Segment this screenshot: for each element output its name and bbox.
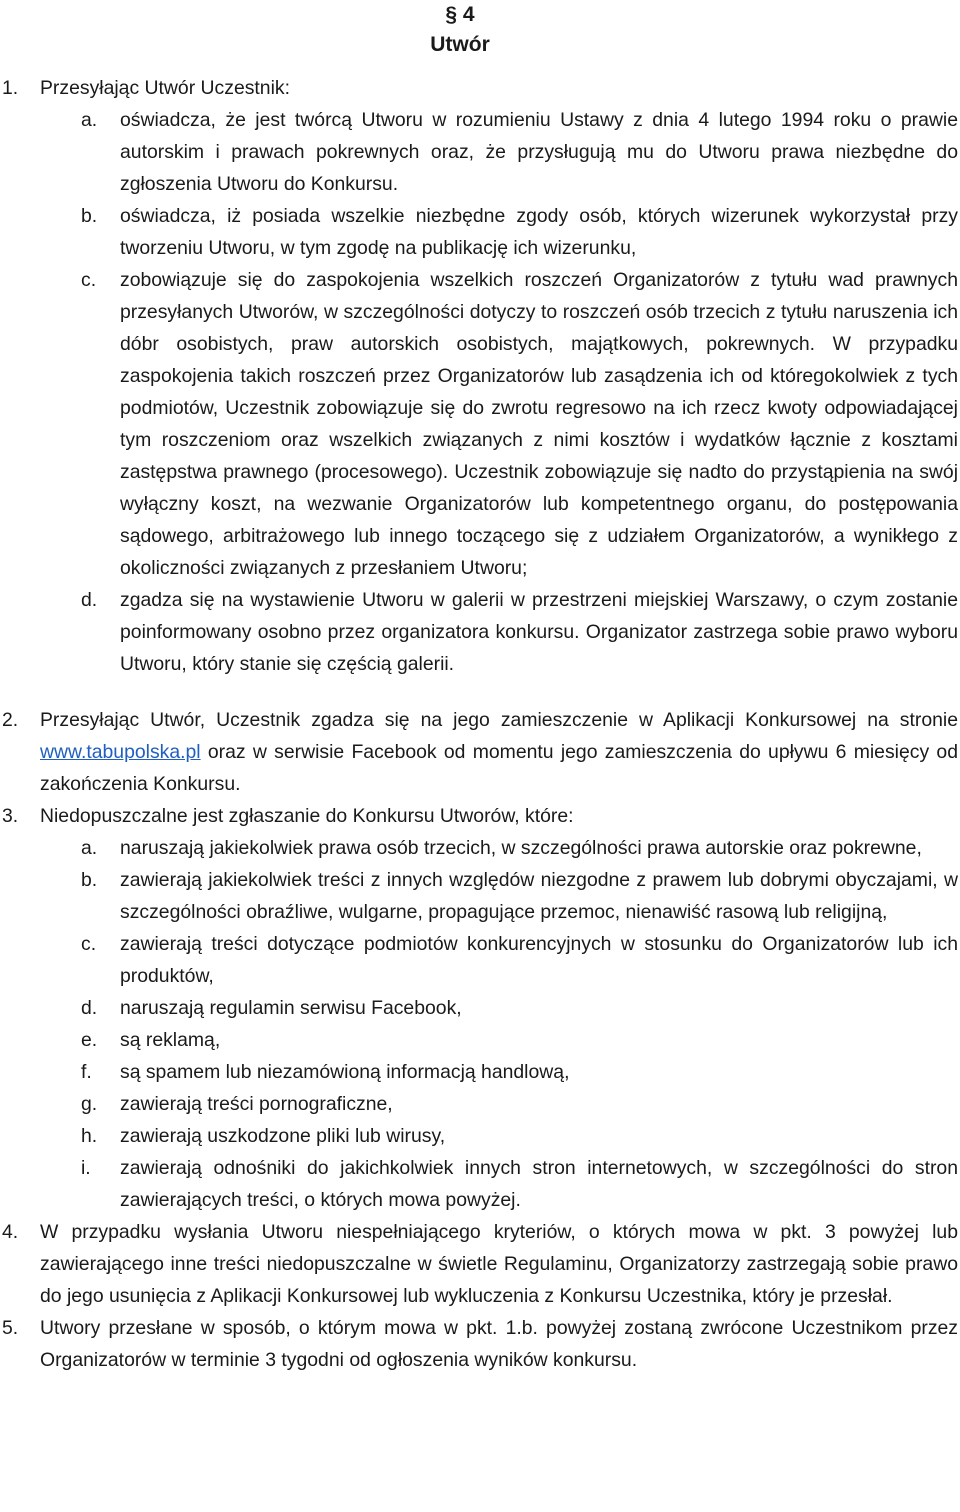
item-number: 5. (2, 1317, 19, 1339)
sub-item-3b (0, 864, 958, 928)
item-number: 3. (2, 805, 19, 827)
sub-item-text: są reklamą, (120, 1029, 221, 1051)
section-title: Utwór (430, 33, 490, 56)
sub-item-letter: c. (81, 933, 97, 955)
sub-item-text: naruszają regulamin serwisu Facebook, (120, 997, 462, 1019)
sub-item-letter: a. (81, 837, 98, 859)
sub-item-1c (0, 264, 958, 584)
item-number: 1. (2, 77, 19, 99)
list-item-4 (0, 1216, 958, 1312)
sub-item-text: zawierają jakiekolwiek treści z innych względów niezgodne z prawem lub dobrymi obyczajami, w szczególności obraźliwe, wulgarne, propagujące przemoc, nienawiść rasową lub religijną, (120, 869, 958, 923)
list-item-1 (0, 72, 958, 104)
sub-item-text: naruszają jakiekolwiek prawa osób trzecich, w szczególności prawa autorskie oraz pokrewne, (120, 837, 922, 859)
document-body (0, 72, 958, 1376)
sub-item-1b (0, 200, 958, 264)
item-text-before-link: Przesyłając Utwór, Uczestnik zgadza się na jego zamieszczenie w Aplikacji Konkursowej na stronie (40, 709, 958, 731)
sub-item-letter: a. (81, 109, 98, 131)
sub-item-3d (0, 992, 958, 1024)
sub-item-3i (0, 1152, 958, 1216)
sub-item-letter: e. (81, 1029, 98, 1051)
item-number: 4. (2, 1221, 19, 1243)
sub-item-letter: f. (81, 1061, 92, 1083)
sub-item-3g (0, 1088, 958, 1120)
sub-item-1d (0, 584, 958, 680)
item-text: W przypadku wysłania Utworu niespełniającego kryteriów, o których mowa w pkt. 3 powyżej lub zawierającego inne treści niedopuszczalne w świetle Regulaminu, Organizatorzy zastrzegają sobie prawo do jego usunięcia z Aplikacji Konkursowej lub wykluczenia z Konkursu Uczestnika, który je przesłał. (40, 1221, 958, 1307)
sub-item-letter: h. (81, 1125, 98, 1147)
sub-item-letter: b. (81, 869, 98, 891)
sub-item-text: są spamem lub niezamówioną informacją handlową, (120, 1061, 570, 1083)
sub-item-text: oświadcza, iż posiada wszelkie niezbędne zgody osób, których wizerunek wykorzystał przy tworzeniu Utworu, w tym zgodę na publikację ich wizerunku, (120, 205, 958, 259)
sub-item-text: oświadcza, że jest twórcą Utworu w rozumieniu Ustawy z dnia 4 lutego 1994 roku o prawie autorskim i prawach pokrewnych oraz, że przysługują mu do Utworu prawa niezbędne do zgłoszenia Utworu do Konkursu. (120, 109, 958, 195)
list-item-2 (0, 704, 958, 800)
sub-item-text: zawierają treści dotyczące podmiotów konkurencyjnych w stosunku do Organizatorów lub ich produktów, (120, 933, 958, 987)
item-text-after-link: oraz w serwisie Facebook od momentu jego zamieszczenia do upływu 6 miesięcy od zakończenia Konkursu. (40, 741, 958, 795)
sub-item-3a (0, 832, 958, 864)
item-text: Utwory przesłane w sposób, o którym mowa w pkt. 1.b. powyżej zostaną zwrócone Uczestnikom przez Organizatorów w terminie 3 tygodni od ogłoszenia wyników konkursu. (40, 1317, 958, 1371)
sub-item-letter: i. (81, 1157, 91, 1179)
sub-item-text: zgadza się na wystawienie Utworu w galerii w przestrzeni miejskiej Warszawy, o czym zostanie poinformowany osobno przez organizatora konkursu. Organizator zastrzega sobie prawo wyboru Utworu, który stanie się częścią galerii. (120, 589, 958, 675)
sub-item-1a (0, 104, 958, 200)
sub-item-3f (0, 1056, 958, 1088)
list-item-5 (0, 1312, 958, 1376)
sub-item-text: zawierają odnośniki do jakichkolwiek innych stron internetowych, w szczególności do stron zawierających treści, o których mowa powyżej. (120, 1157, 958, 1211)
item-text: Przesyłając Utwór Uczestnik: (40, 77, 290, 99)
item-text: Niedopuszczalne jest zgłaszanie do Konkursu Utworów, które: (40, 805, 574, 827)
sub-item-3h (0, 1120, 958, 1152)
sub-item-3c (0, 928, 958, 992)
sub-item-3e (0, 1024, 958, 1056)
sub-item-letter: g. (81, 1093, 98, 1115)
section-number: § 4 (445, 3, 475, 26)
list-item-3 (0, 800, 958, 832)
sub-item-text: zawierają uszkodzone pliki lub wirusy, (120, 1125, 446, 1147)
website-link[interactable]: www.tabupolska.pl (40, 741, 201, 763)
spacer (0, 680, 958, 704)
sub-item-text: zobowiązuje się do zaspokojenia wszelkich roszczeń Organizatorów z tytułu wad prawnych przesyłanych Utworów, w szczególności dotyczy to roszczeń osób trzecich z tytułu naruszenia ich dóbr osobistych, praw autorskich osobistych, majątkowych, pokrewnych. W przypadku zaspokojenia takich roszczeń przez Organizatorów lub zasądzenia ich od któregokolwiek z tych podmiotów, Uczestnik zobowiązuje się do zwrotu regresowo na ich rzecz kwoty odpowiadającej tym roszczeniom oraz wszelkich związanych z nimi kosztów i wydatków łącznie z kosztami zastępstwa prawnego (procesowego). Uczestnik zobowiązuje się nadto do przystąpienia na swój wyłączny koszt, na wezwanie Organizatorów lub kompetentnego organu, do postępowania sądowego, arbitrażowego lub innego toczącego się z udziałem Organizatorów, a wynikłego z okoliczności związanych z przesłaniem Utworu; (120, 269, 958, 579)
section-header (0, 0, 920, 60)
sub-item-text: zawierają treści pornograficzne, (120, 1093, 393, 1115)
sub-item-letter: d. (81, 997, 98, 1019)
sub-item-letter: b. (81, 205, 98, 227)
sub-item-letter: c. (81, 269, 97, 291)
sub-item-letter: d. (81, 589, 98, 611)
item-number: 2. (2, 709, 19, 731)
